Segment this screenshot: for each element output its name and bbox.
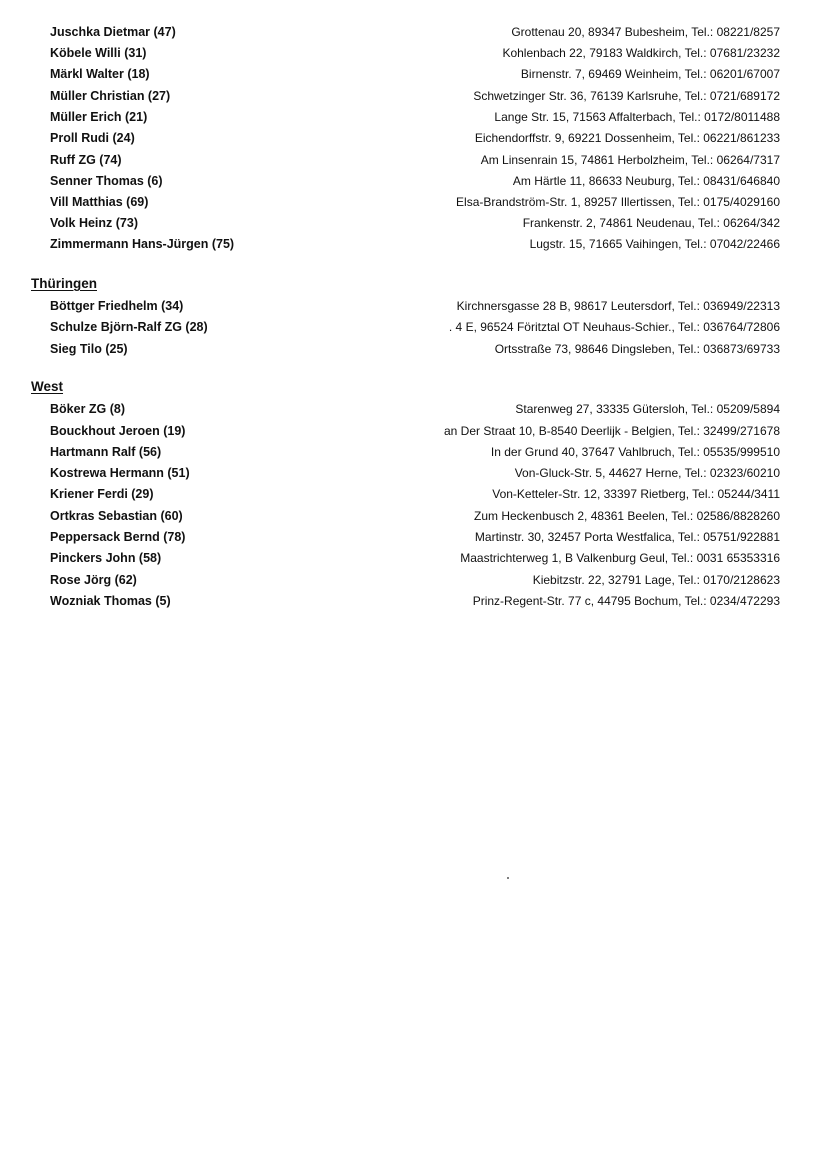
person-address-text: an Der Straat 10, B-8540 Deerlijk - Belgien, Tel.: 32499/271678 <box>444 424 780 438</box>
list-item <box>0 317 828 338</box>
person-name: Peppersack Bernd (78) <box>50 530 186 544</box>
person-address: In der Grund 40, 37647 Vahlbruch, Tel.: 05535/999510 <box>490 445 780 459</box>
person-name: Sieg Tilo (25) <box>50 342 128 356</box>
list-item <box>0 506 828 527</box>
list-item <box>0 484 828 505</box>
person-name: Pinckers John (58) <box>50 551 162 565</box>
person-name: Zimmermann Hans-Jürgen (75) <box>50 237 235 251</box>
person-name: Bouckhout Jeroen (19) <box>50 424 186 438</box>
person-address-text: . 4 E, 96524 Föritztal OT Neuhaus-Schier., Tel.: 036764/72806 <box>448 320 780 334</box>
person-address: Am Härtle 11, 86633 Neuburg, Tel.: 08431/646840 <box>512 174 780 188</box>
person-name: Wozniak Thomas (5) <box>50 594 171 608</box>
person-address: Elsa-Brandström-Str. 1, 89257 Illertissen, Tel.: 0175/4029160 <box>456 195 780 209</box>
person-address: Grottenau 20, 89347 Bubesheim, Tel.: 08221/8257 <box>511 25 780 39</box>
person-address: Lange Str. 15, 71563 Affalterbach, Tel.: 0172/8011488 <box>494 110 780 124</box>
person-name: Köbele Willi (31) <box>50 46 147 60</box>
person-name: Volk Heinz (73) <box>50 216 138 230</box>
scan-speck <box>507 877 509 879</box>
list-item <box>0 234 828 255</box>
person-address <box>425 421 780 442</box>
person-name: Ruff ZG (74) <box>50 153 122 167</box>
list-item <box>0 339 828 360</box>
person-address: Kirchnersgasse 28 B, 98617 Leutersdorf, Tel.: 036949/22313 <box>456 299 780 313</box>
list-item <box>0 548 828 569</box>
person-name: Ortkras Sebastian (60) <box>50 509 183 523</box>
list-item <box>0 64 828 85</box>
person-name: Böttger Friedhelm (34) <box>50 299 184 313</box>
list-item <box>0 128 828 149</box>
list-item <box>0 442 828 463</box>
list-item <box>0 43 828 64</box>
person-name: Juschka Dietmar (47) <box>50 25 176 39</box>
person-address: Frankenstr. 2, 74861 Neudenau, Tel.: 06264/342 <box>522 216 780 230</box>
person-name: Schulze Björn-Ralf ZG (28) <box>50 320 208 334</box>
person-name: Müller Christian (27) <box>50 89 171 103</box>
person-name: Rose Jörg (62) <box>50 573 137 587</box>
list-item <box>0 22 828 43</box>
list-item <box>0 150 828 171</box>
list-item <box>0 86 828 107</box>
person-name: Kriener Ferdi (29) <box>50 487 154 501</box>
person-name: Märkl Walter (18) <box>50 67 150 81</box>
person-address: Martinstr. 30, 32457 Porta Westfalica, Tel.: 05751/922881 <box>474 530 780 544</box>
person-address: Ortsstraße 73, 98646 Dingsleben, Tel.: 036873/69733 <box>494 342 780 356</box>
list-item <box>0 463 828 484</box>
list-item <box>0 171 828 192</box>
list-item <box>0 421 828 442</box>
person-address: Schwetzinger Str. 36, 76139 Karlsruhe, Tel.: 0721/689172 <box>473 89 780 103</box>
person-address: Von-Ketteler-Str. 12, 33397 Rietberg, Tel.: 05244/3411 <box>492 487 780 501</box>
list-item <box>0 107 828 128</box>
person-address: Von-Gluck-Str. 5, 44627 Herne, Tel.: 02323/60210 <box>514 466 780 480</box>
person-name: Müller Erich (21) <box>50 110 148 124</box>
list-item <box>0 213 828 234</box>
person-address: Lugstr. 15, 71665 Vaihingen, Tel.: 07042/22466 <box>529 237 780 251</box>
list-item <box>0 296 828 317</box>
section-heading-thueringen: Thüringen <box>31 276 97 291</box>
person-name: Proll Rudi (24) <box>50 131 135 145</box>
person-address: Eichendorffstr. 9, 69221 Dossenheim, Tel.: 06221/861233 <box>474 131 780 145</box>
person-name: Vill Matthias (69) <box>50 195 149 209</box>
person-address: Kohlenbach 22, 79183 Waldkirch, Tel.: 07681/23232 <box>502 46 780 60</box>
person-name: Senner Thomas (6) <box>50 174 163 188</box>
person-name: Kostrewa Hermann (51) <box>50 466 190 480</box>
person-address: Am Linsenrain 15, 74861 Herbolzheim, Tel.: 06264/7317 <box>480 153 780 167</box>
person-address: Starenweg 27, 33335 Gütersloh, Tel.: 05209/5894 <box>515 402 780 416</box>
person-address: Kiebitzstr. 22, 32791 Lage, Tel.: 0170/2128623 <box>532 573 780 587</box>
person-address: Prinz-Regent-Str. 77 c, 44795 Bochum, Tel.: 0234/472293 <box>472 594 780 608</box>
list-item <box>0 399 828 420</box>
person-address: Birnenstr. 7, 69469 Weinheim, Tel.: 06201/67007 <box>520 67 780 81</box>
person-name: Böker ZG (8) <box>50 402 126 416</box>
list-item <box>0 570 828 591</box>
list-item <box>0 527 828 548</box>
person-address: Maastrichterweg 1, B Valkenburg Geul, Tel.: 0031 65353316 <box>460 551 780 565</box>
person-address <box>425 317 780 338</box>
list-item <box>0 591 828 612</box>
list-item <box>0 192 828 213</box>
person-address: Zum Heckenbusch 2, 48361 Beelen, Tel.: 02586/8828260 <box>474 509 780 523</box>
section-heading-west: West <box>31 379 64 394</box>
person-name: Hartmann Ralf (56) <box>50 445 162 459</box>
